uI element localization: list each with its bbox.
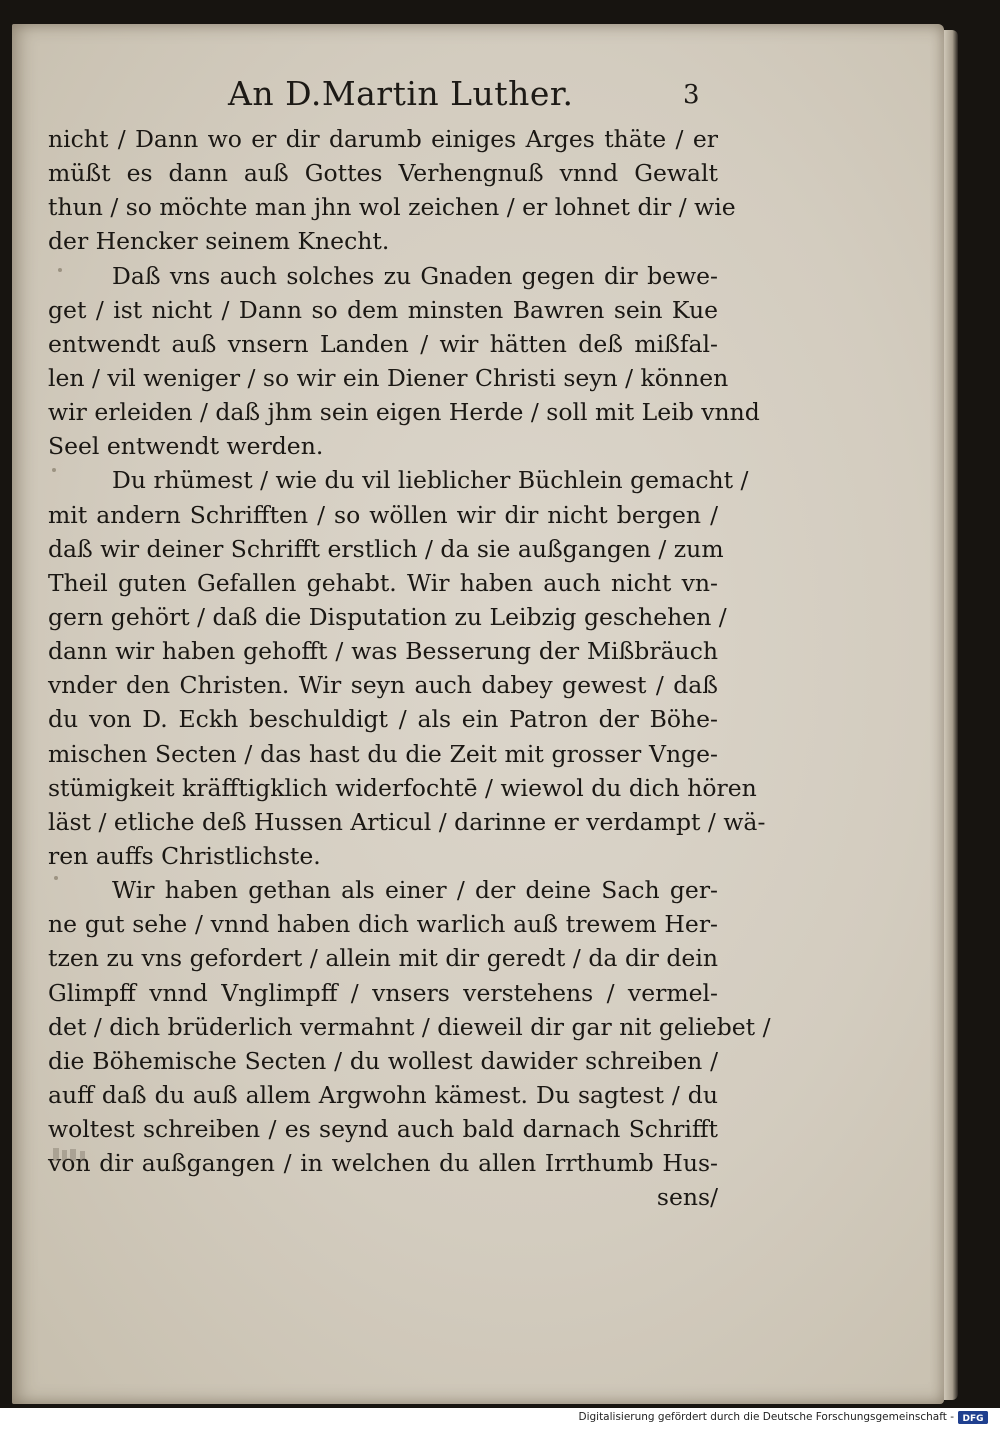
paper-speck	[54, 876, 58, 880]
paper-speck	[52, 468, 56, 472]
text-line: get / ist nicht / Dann so dem minsten Bawren sein Kue	[48, 295, 718, 324]
text-line: du von D. Eckh beschuldigt / als ein Patron der Böhe-	[48, 705, 718, 734]
text-line: Wir haben gethan als einer / der deine Sach ger-	[112, 876, 718, 905]
page-edge	[944, 30, 958, 1400]
text-line: daß wir deiner Schrifft erstlich / da sie außgangen / zum	[48, 534, 724, 563]
text-line: len / vil weniger / so wir ein Diener Christi seyn / können	[48, 363, 729, 392]
faint-stamp-mark	[52, 1146, 90, 1164]
text-line: die Böhemische Secten / du wollest dawider schreiben /	[48, 1046, 718, 1075]
text-line: stümigkeit kräfftigklich widerfochtē / wiewol du dich hören	[48, 773, 757, 802]
text-line: mischen Secten / das hast du die Zeit mit grosser Vnge-	[48, 739, 718, 768]
text-line: ne gut sehe / vnnd haben dich warlich auß trewem Her-	[48, 910, 718, 939]
text-line: Glimpff vnnd Vnglimpff / vnsers verstehens / vermel-	[48, 978, 718, 1007]
text-line: läst / etliche deß Hussen Articul / darinne er verdampt / wä-	[48, 807, 766, 836]
text-line: müßt es dann auß Gottes Verhengnuß vnnd Gewalt	[48, 159, 718, 188]
paper-speck	[58, 268, 62, 272]
text-line: Theil guten Gefallen gehabt. Wir haben auch nicht vn-	[48, 568, 718, 597]
text-line: woltest schreiben / es seynd auch bald darnach Schrifft	[48, 1115, 718, 1144]
text-line: det / dich brüderlich vermahnt / dieweil dir gar nit geliebet /	[48, 1012, 771, 1041]
text-line: mit andern Schrifften / so wöllen wir dir nicht bergen /	[48, 500, 718, 529]
funding-credit: Digitalisierung gefördert durch die Deutsche Forschungsgemeinschaft -	[578, 1411, 954, 1423]
body-text	[48, 122, 771, 1215]
text-line: vnder den Christen. Wir seyn auch dabey gewest / daß	[48, 671, 718, 700]
text-line: dann wir haben gehofft / was Besserung der Mißbräuch	[48, 637, 718, 666]
text-line: nicht / Dann wo er dir darumb einiges Arges thäte / er	[48, 125, 718, 153]
text-line: von dir außgangen / in welchen du allen Irrthumb Hus-	[48, 1149, 718, 1178]
dfg-logo-icon	[958, 1411, 988, 1424]
dfg-logo-label: DFG	[962, 1414, 984, 1424]
text-line: wir erleiden / daß jhm sein eigen Herde / soll mit Leib vnnd	[48, 398, 760, 427]
text-line: thun / so möchte man jhn wol zeichen / er lohnet dir / wie	[48, 193, 736, 222]
text-line: entwendt auß vnsern Landen / wir hätten deß mißfal-	[48, 329, 718, 358]
text-line: gern gehört / daß die Disputation zu Leibzig geschehen /	[48, 602, 727, 631]
text-line: Seel entwendt werden.	[48, 432, 324, 461]
text-line: Daß vns auch solches zu Gnaden gegen dir bewe-	[112, 261, 718, 290]
text-line: Du rhümest / wie du vil lieblicher Büchlein gemacht /	[112, 466, 749, 495]
page-number: 3	[683, 80, 700, 110]
text-line: der Hencker seinem Knecht.	[48, 227, 390, 256]
text-line: ren auffs Christlichste.	[48, 841, 321, 870]
running-head: An D.Martin Luther.	[228, 74, 574, 113]
text-line: auff daß du auß allem Argwohn kämest. Du sagtest / du	[48, 1080, 718, 1109]
text-line: tzen zu vns gefordert / allein mit dir geredt / da dir dein	[48, 944, 718, 973]
catchword: sens/	[656, 1183, 718, 1212]
